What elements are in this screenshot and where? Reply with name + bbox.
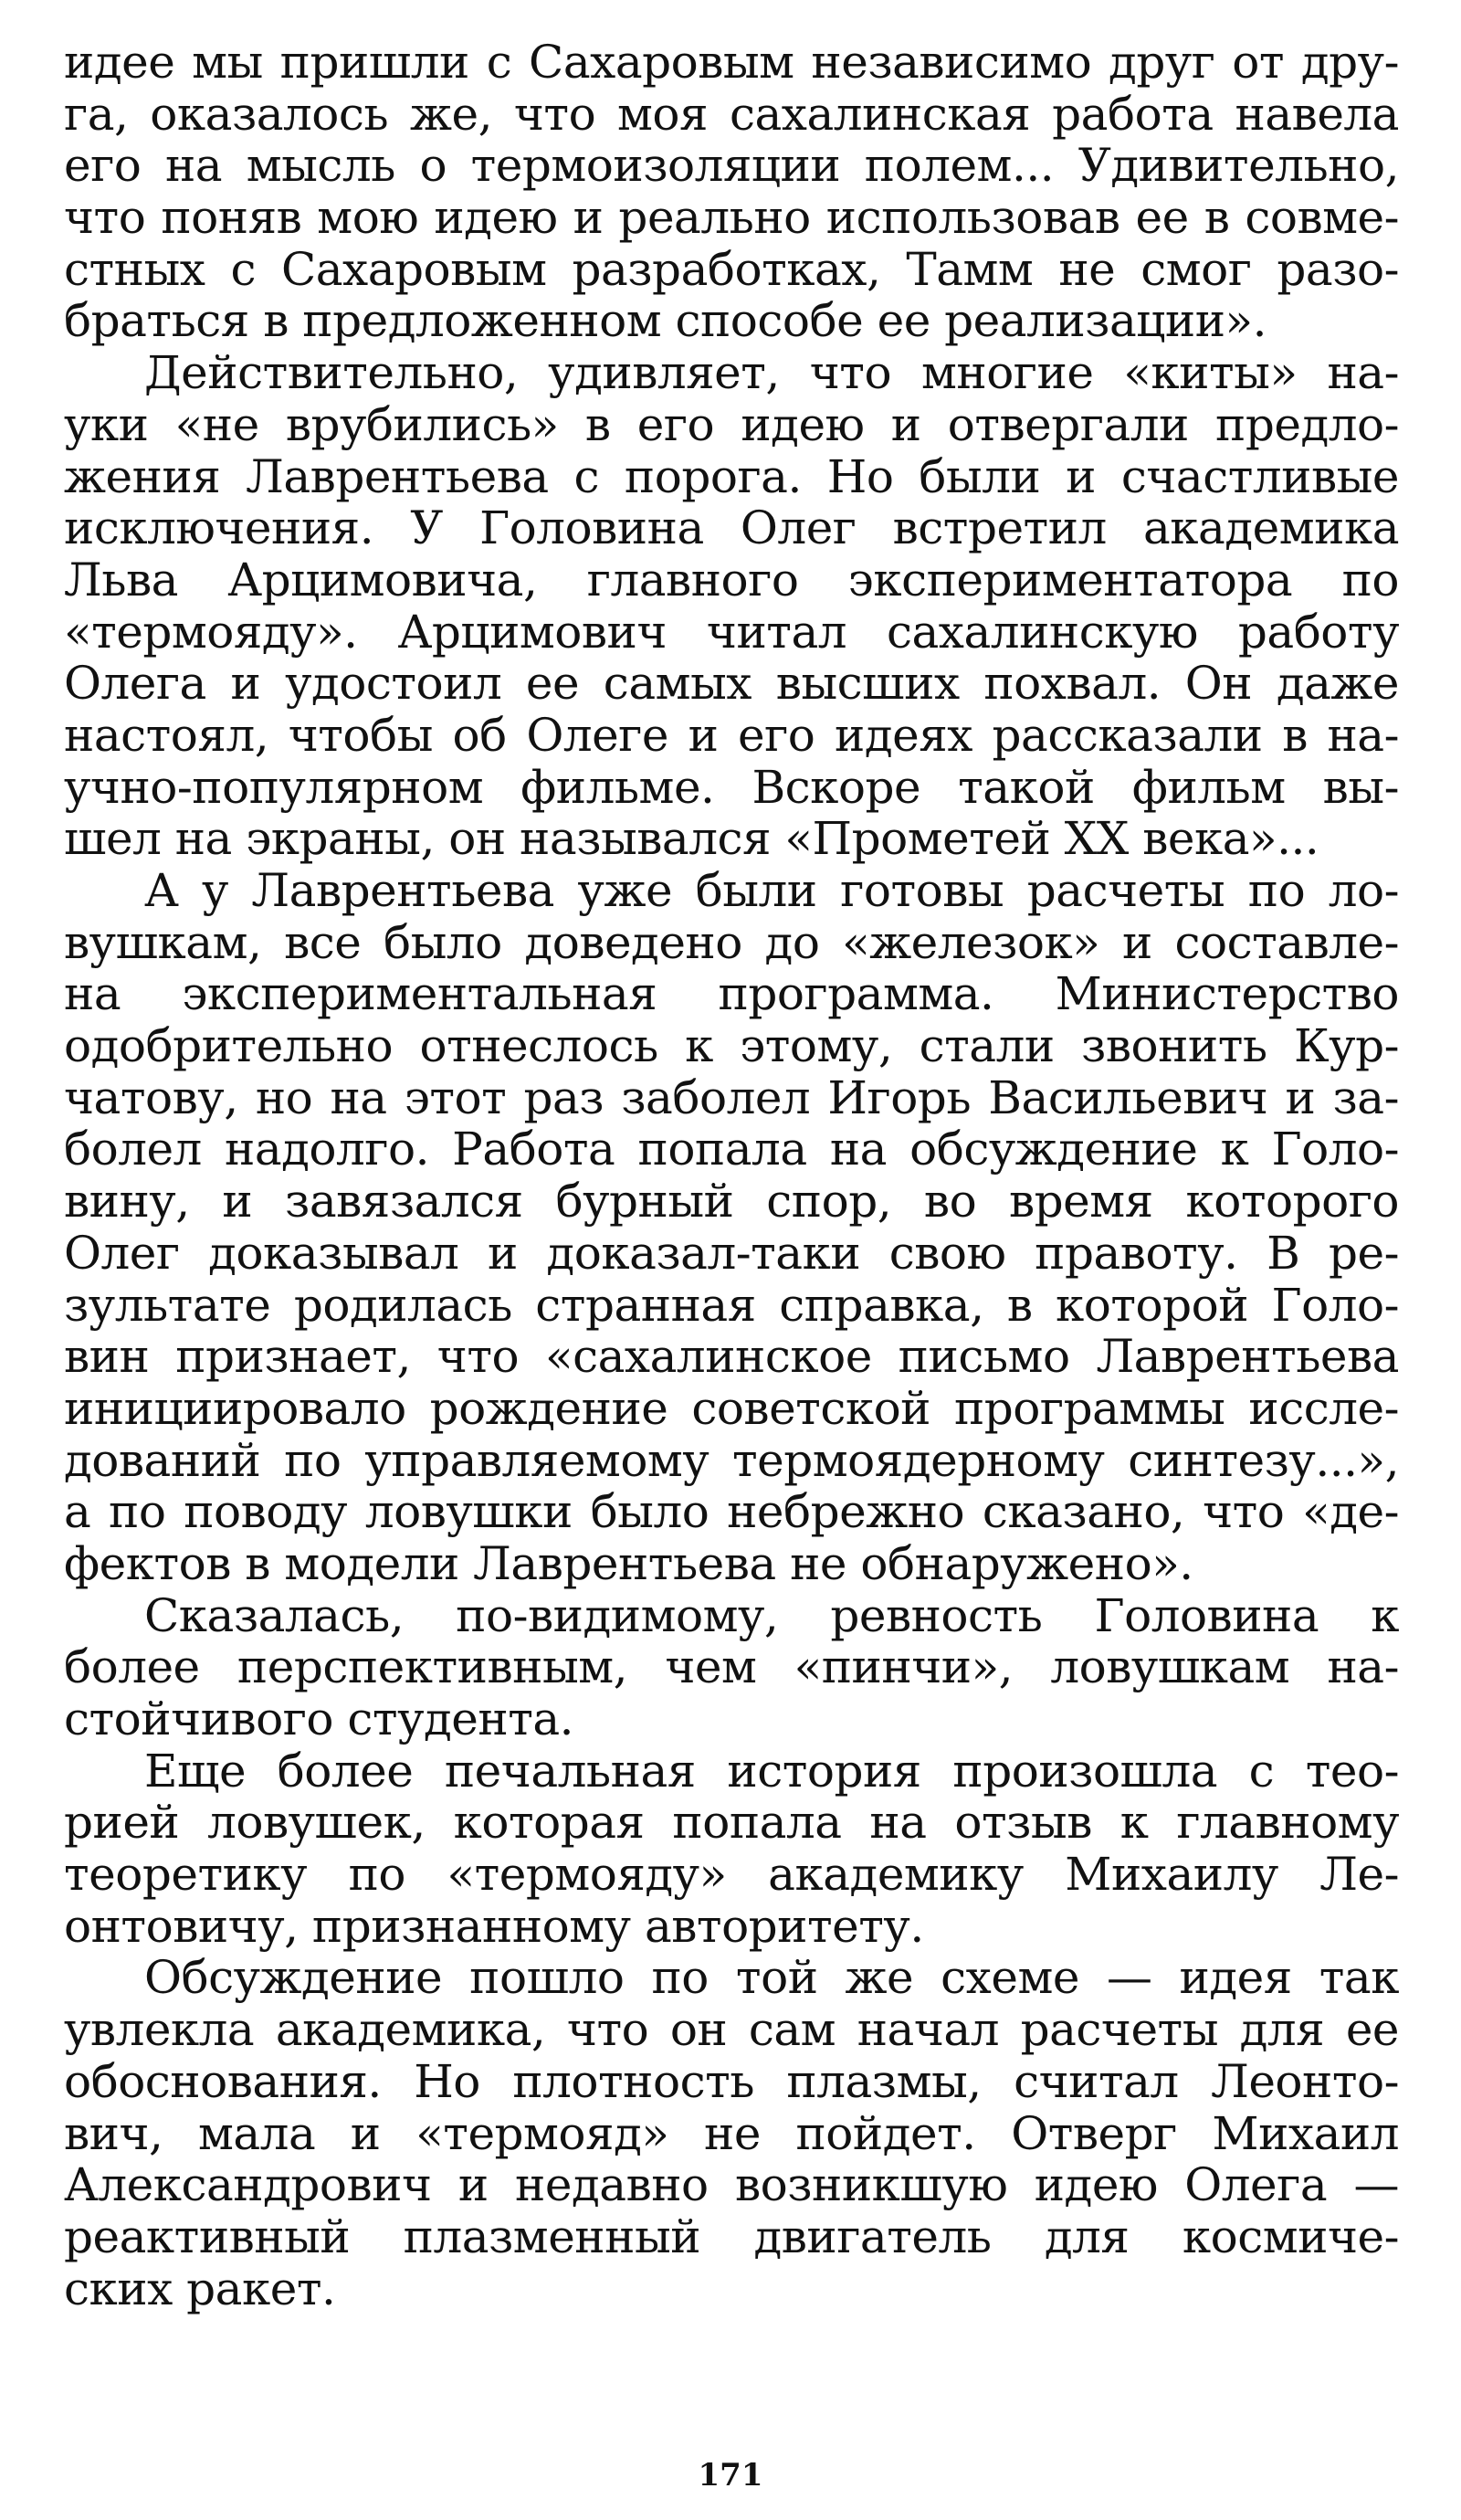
text-line: инициировало рождение советской программы иссле- xyxy=(64,1381,1399,1435)
text-line: Обсуждение пошло по той же схеме — идея так xyxy=(144,1951,1399,2005)
text-line: рией ловушек, которая попала на отзыв к главному xyxy=(64,1796,1399,1850)
text-line: а по поводу ловушки было небрежно сказано, что «де- xyxy=(64,1485,1399,1539)
text-line: настоял, чтобы об Олеге и его идеях рассказали в на- xyxy=(64,708,1399,762)
page-text xyxy=(64,37,1399,2314)
text-line: вин признает, что «сахалинское письмо Лаврентьева xyxy=(64,1330,1399,1384)
text-line: более перспективным, чем «пинчи», ловушкам на- xyxy=(64,1640,1399,1694)
page-number: 171 xyxy=(698,2457,763,2494)
text-line: болел надолго. Работа попала на обсуждение к Голо- xyxy=(64,1123,1399,1176)
text-line: Александрович и недавно возникшую идею Олега — xyxy=(64,2158,1399,2212)
text-line: жения Лаврентьева с порога. Но были и счастливые xyxy=(64,449,1399,503)
text-line: «термояду». Арцимович читал сахалинскую работу xyxy=(64,605,1399,659)
text-line: Действительно, удивляет, что многие «киты» на- xyxy=(144,346,1399,400)
text-line: фектов в модели Лаврентьева не обнаружено». xyxy=(64,1536,1193,1590)
text-line: ских ракет. xyxy=(64,2262,336,2315)
text-line: исключения. У Головина Олег встретил академика xyxy=(64,501,1399,555)
text-line: вушкам, все было доведено до «железок» и составле- xyxy=(64,915,1399,969)
text-line: Льва Арцимовича, главного экспериментатора по xyxy=(64,553,1399,606)
text-line: вину, и завязался бурный спор, во время которого xyxy=(64,1175,1399,1228)
text-line: на экспериментальная программа. Министерство xyxy=(64,967,1399,1021)
text-line: увлекла академика, что он сам начал расчеты для ее xyxy=(64,2003,1399,2057)
text-line: зультате родилась странная справка, в которой Голо- xyxy=(64,1278,1399,1332)
text-line: Сказалась, по-видимому, ревность Головина к xyxy=(144,1588,1399,1642)
text-line: чатову, но на этот раз заболел Игорь Васильевич и за- xyxy=(64,1070,1399,1124)
text-line: реактивный плазменный двигатель для космиче- xyxy=(64,2209,1399,2263)
text-line: шел на экраны, он назывался «Прометей XX века»... xyxy=(64,812,1319,866)
text-line: стных с Сахаровым разработках, Тамм не смог разо- xyxy=(64,242,1399,296)
text-line: браться в предложенном способе ее реализации». xyxy=(64,294,1267,348)
text-line: Олег доказывал и доказал-таки свою правоту. В ре- xyxy=(64,1226,1399,1280)
text-line: его на мысль о термоизоляции полем... Удивительно, xyxy=(64,139,1399,193)
text-line: уки «не врубились» в его идею и отвергали предло- xyxy=(64,397,1399,451)
text-line: стойчивого студента. xyxy=(64,1692,574,1745)
text-line: дований по управляемому термоядерному синтезу...», xyxy=(64,1433,1399,1487)
text-line: онтовичу, признанному авторитету. xyxy=(64,1899,924,1953)
text-line: обоснования. Но плотность плазмы, считал Леонто- xyxy=(64,2054,1399,2108)
text-line: учно-популярном фильме. Вскоре такой фильм вы- xyxy=(64,760,1399,814)
text-line: одобрительно отнеслось к этому, стали звонить Кур- xyxy=(64,1019,1399,1073)
text-line: вич, мала и «термояд» не пойдет. Отверг Михаил xyxy=(64,2106,1399,2160)
text-line: теоретику по «термояду» академику Михаилу Ле- xyxy=(64,1848,1399,1902)
text-line: Еще более печальная история произошла с тео- xyxy=(144,1744,1399,1798)
text-line: А у Лаврентьева уже были готовы расчеты по ло- xyxy=(144,864,1399,917)
text-line: Олега и удостоил ее самых высших похвал. Он даже xyxy=(64,657,1399,711)
text-line: идее мы пришли с Сахаровым независимо друг от дру- xyxy=(64,36,1399,89)
text-line: га, оказалось же, что моя сахалинская работа навела xyxy=(64,87,1399,141)
text-line: что поняв мою идею и реально использовав ее в совме- xyxy=(64,191,1399,245)
